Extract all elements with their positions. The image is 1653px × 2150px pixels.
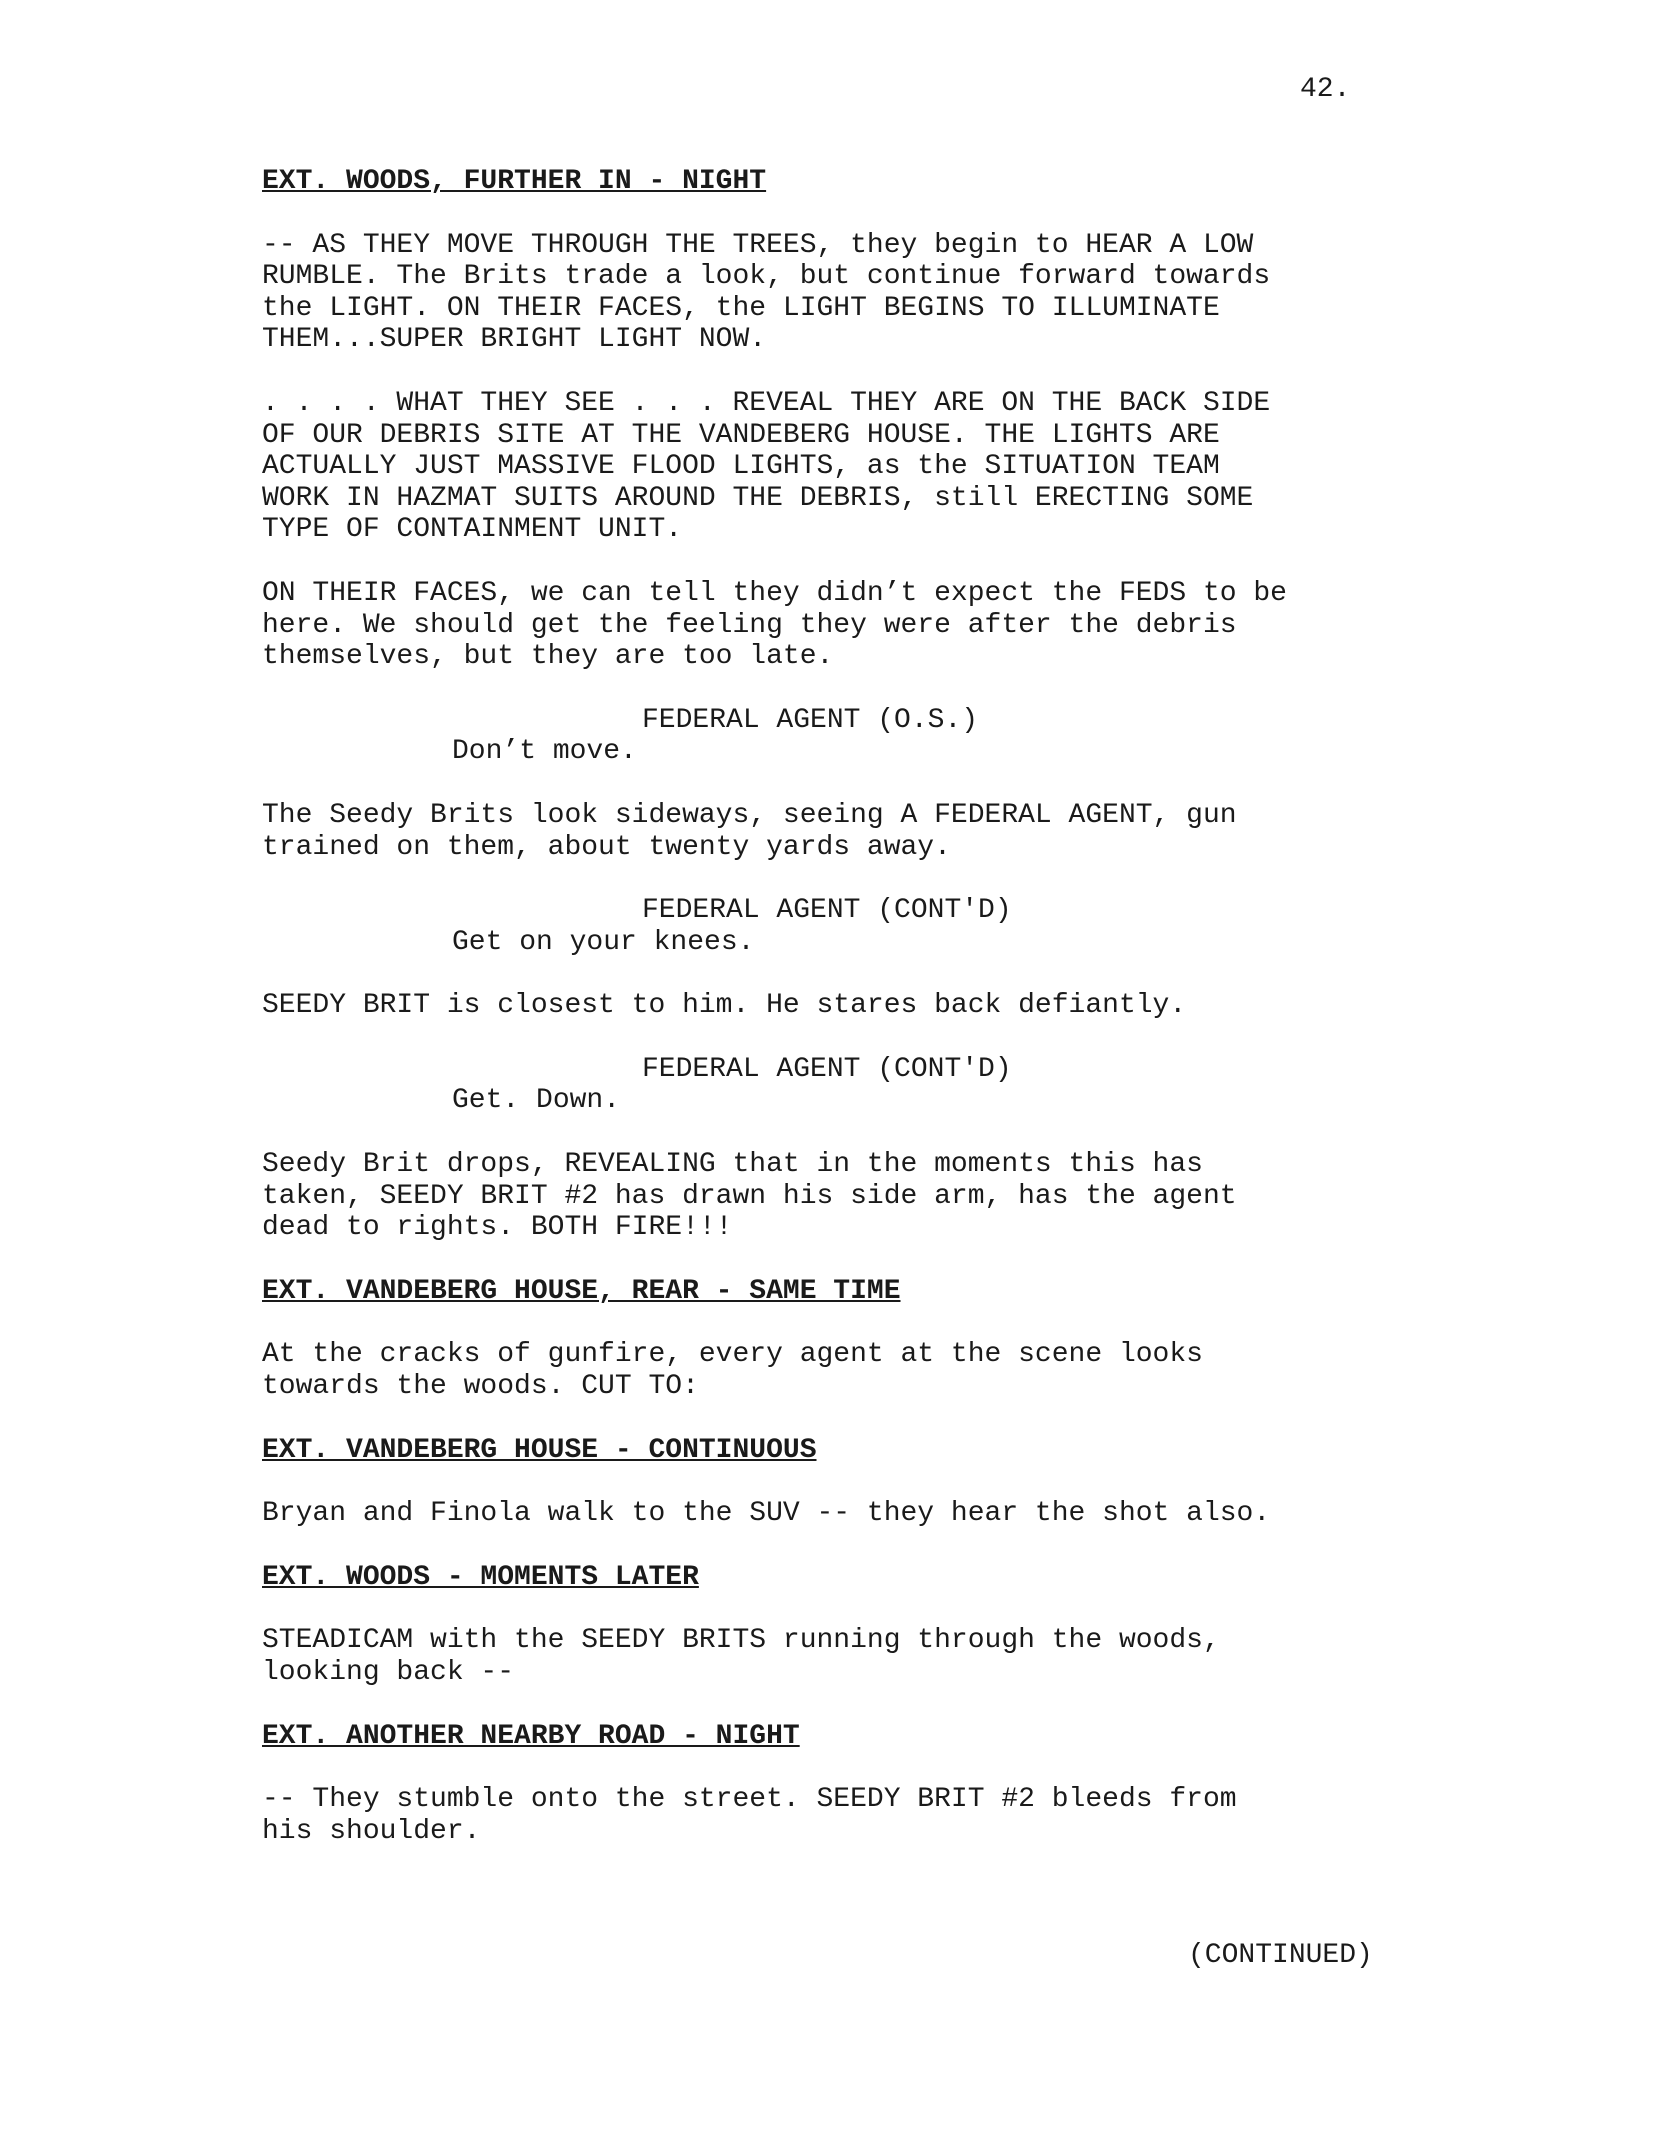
action-paragraph: At the cracks of gunfire, every agent at the scene looks towards the woods. CUT TO: [262,1339,1203,1403]
page-number: 42. [1300,74,1351,105]
action-paragraph: SEEDY BRIT is closest to him. He stares back defiantly. [262,990,1187,1022]
action-paragraph: Bryan and Finola walk to the SUV -- they hear the shot also. [262,1498,1271,1530]
dialogue-line: Get on your knees. [452,926,755,958]
action-paragraph: The Seedy Brits look sideways, seeing A FEDERAL AGENT, gun trained on them, about twenty yards away. [262,799,1237,863]
dialogue-line: Get. Down. [452,1085,621,1117]
character-cue: FEDERAL AGENT (CONT'D) [642,1053,1012,1085]
scene-heading: EXT. WOODS, FURTHER IN - NIGHT [262,166,767,197]
continued-marker: (CONTINUED) [1188,1940,1373,1971]
character-cue: FEDERAL AGENT (CONT'D) [642,895,1012,927]
script-body [262,166,1402,1879]
scene-heading: EXT. ANOTHER NEARBY ROAD - NIGHT [262,1720,800,1752]
scene-heading: EXT. WOODS - MOMENTS LATER [262,1561,699,1593]
scene-heading: EXT. VANDEBERG HOUSE, REAR - SAME TIME [262,1275,901,1307]
action-paragraph: ON THEIR FACES, we can tell they didn’t expect the FEDS to be here. We should get the feeling they were after the debris themselves, but they are too late. [262,577,1287,673]
dialogue-line: Don’t move. [452,736,637,768]
action-paragraph: -- AS THEY MOVE THROUGH THE TREES, they begin to HEAR A LOW RUMBLE. The Brits trade a look, but continue forward towards the LIGHT. ON THEIR FACES, the LIGHT BEGINS TO ILLUMINATE THEM...SUPER BRIGHT LIGHT NOW. [262,229,1271,356]
character-cue: FEDERAL AGENT (O.S.) [642,704,979,736]
action-paragraph: Seedy Brit drops, REVEALING that in the moments this has taken, SEEDY BRIT #2 has drawn his side arm, has the agent dead to rights. BOTH FIRE!!! [262,1149,1237,1244]
action-paragraph: . . . . WHAT THEY SEE . . . REVEAL THEY ARE ON THE BACK SIDE OF OUR DEBRIS SITE AT THE VANDEBERG HOUSE. THE LIGHTS ARE ACTUALLY JUST MASSIVE FLOOD LIGHTS, as the SITUATION TEAM WORK IN HAZMAT SUITS AROUND THE DEBRIS, still ERECTING SOME TYPE OF CONTAINMENT UNIT. [262,387,1271,546]
scene-heading: EXT. VANDEBERG HOUSE - CONTINUOUS [262,1434,817,1466]
action-paragraph: -- They stumble onto the street. SEEDY BRIT #2 bleeds from his shoulder. [262,1784,1237,1847]
action-paragraph: STEADICAM with the SEEDY BRITS running through the woods, looking back -- [262,1625,1220,1688]
